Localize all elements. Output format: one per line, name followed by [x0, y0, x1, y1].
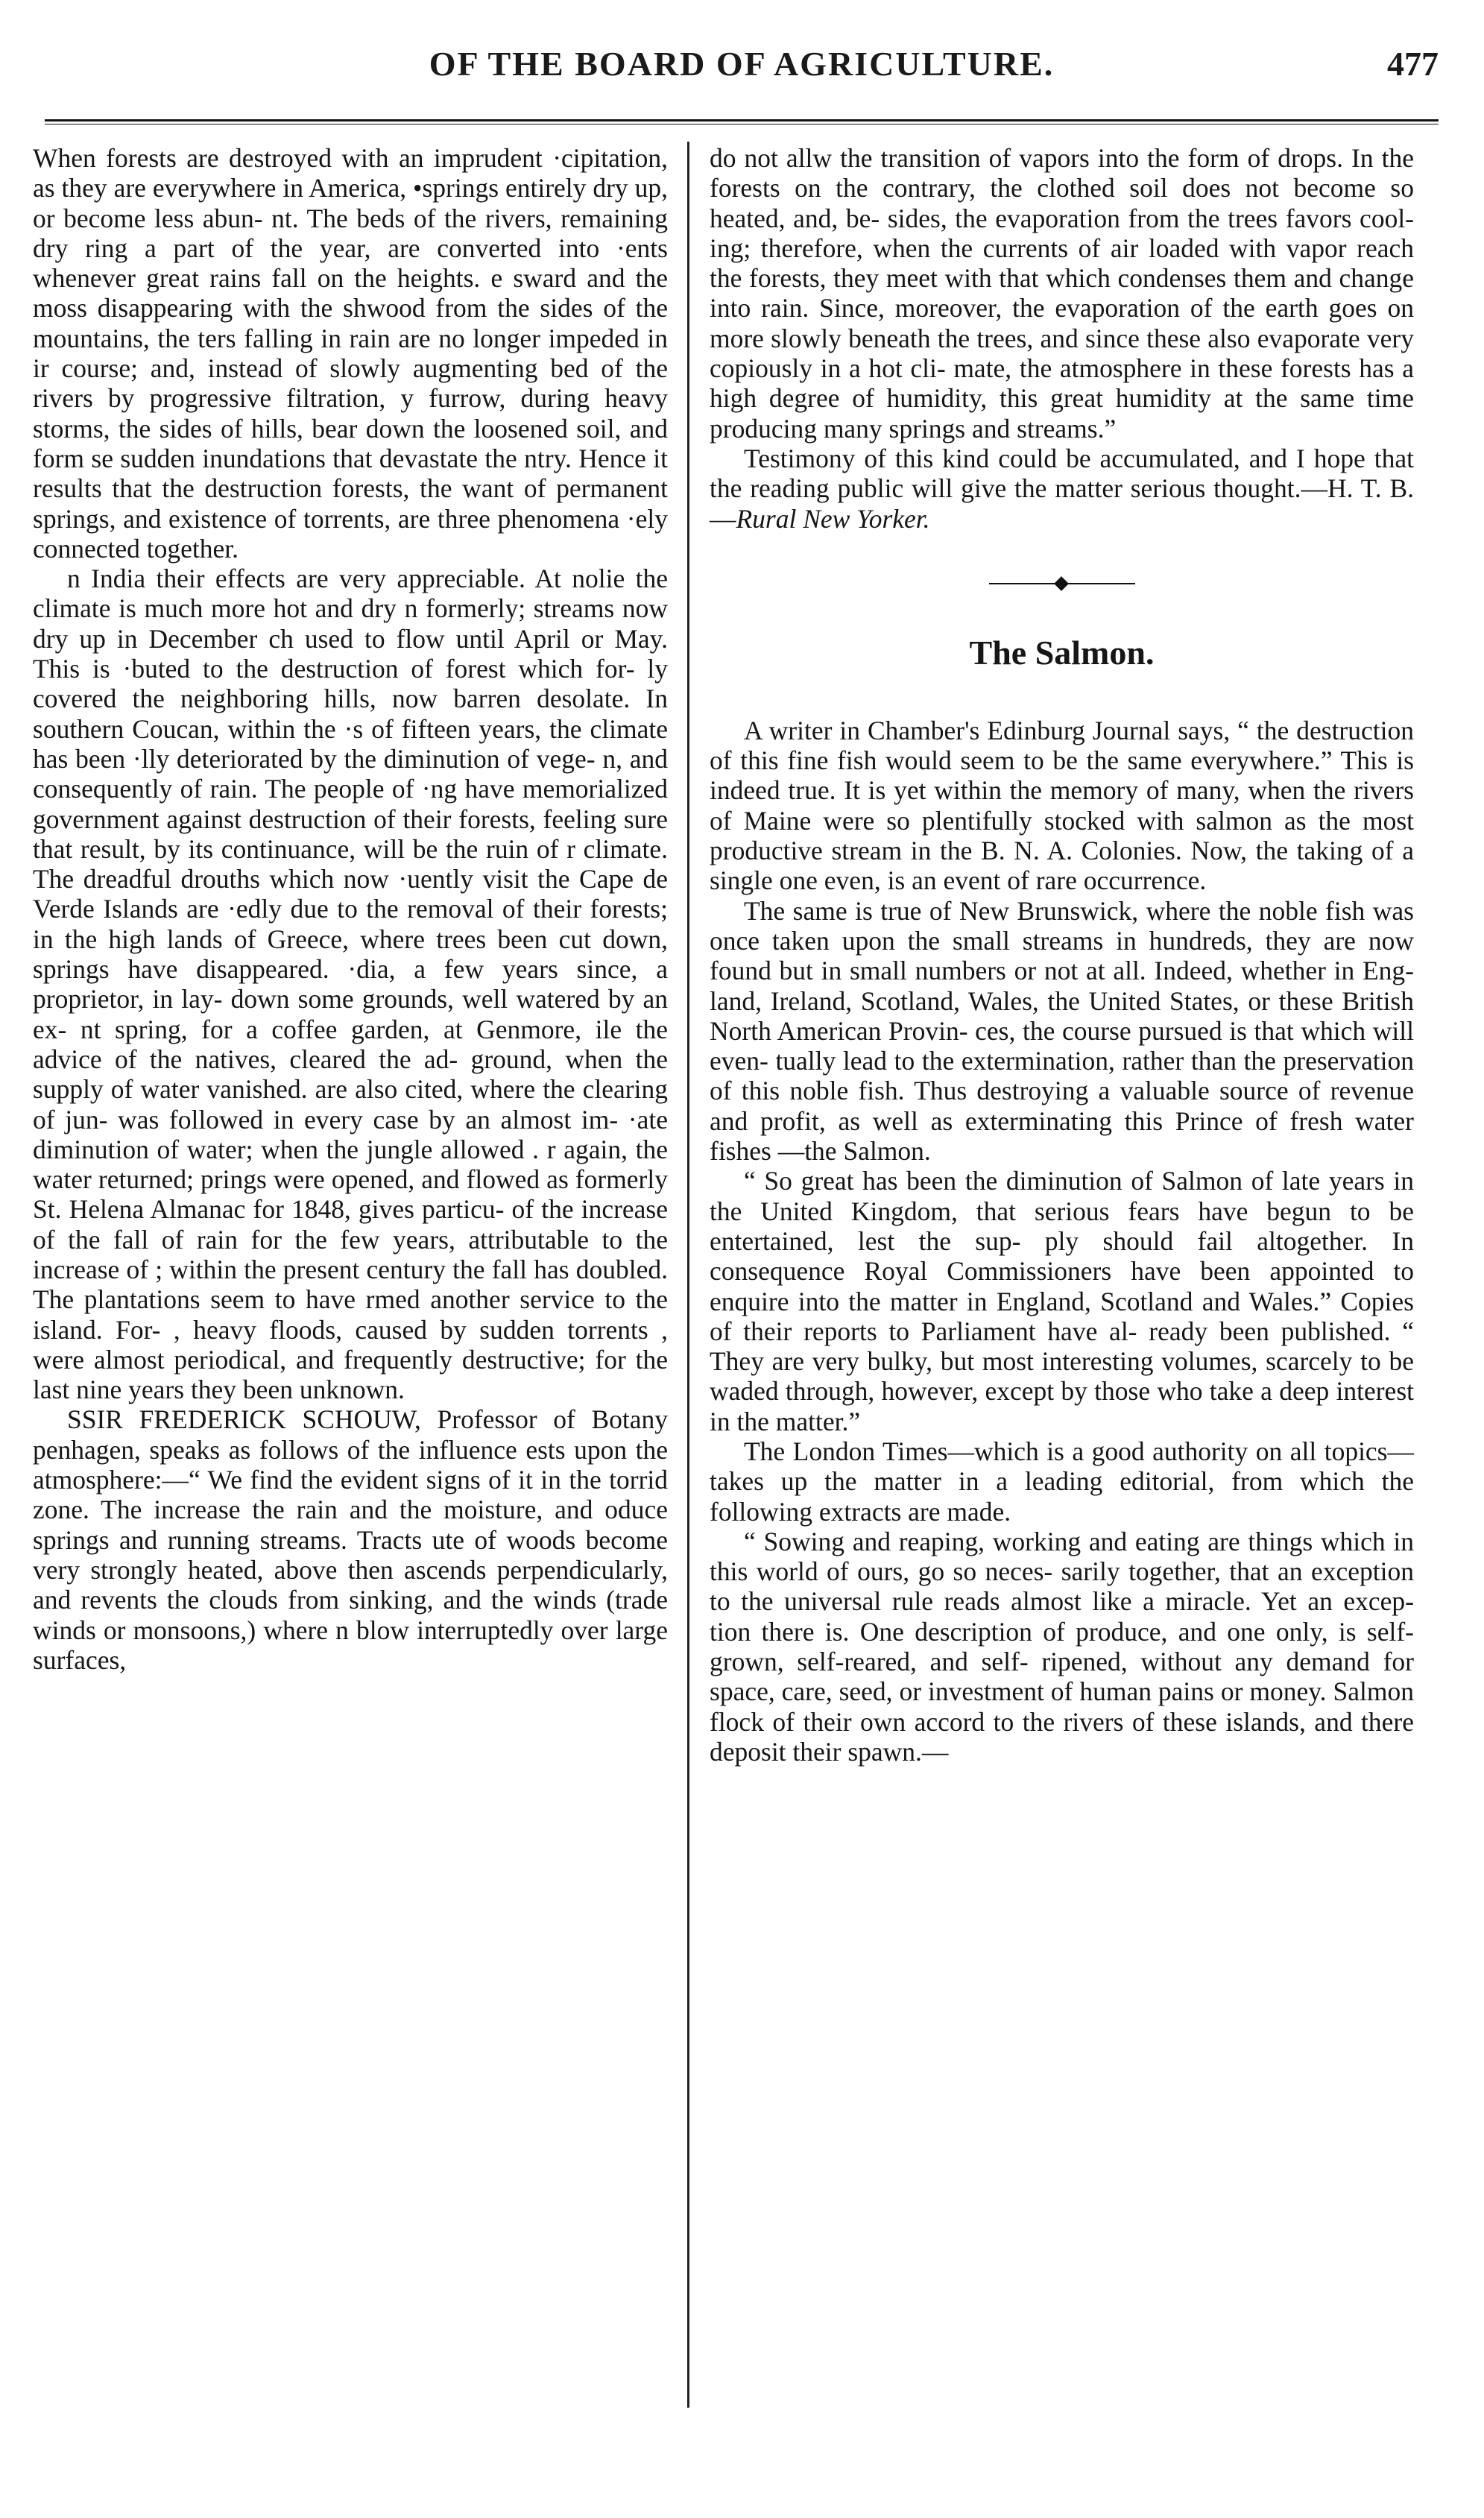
- running-head: [45, 42, 1439, 94]
- page-number: 477: [1387, 45, 1439, 83]
- salmon-paragraph-2: The same is true of New Brunswick, where the noble fish was once taken upon the small streams in hundreds, they are now found but in small numbers or not at all. Indeed, whether in Eng- land, Ireland, Scotland, Wales, the United States, or these British North American Provin- ces, the course pursued is that which will even- tually lead to the extermination, rather than the preservation of this noble fish. Thus destroying a valuable source of revenue and profit, as well as exterminating this Prince of fresh water fishes —the Salmon.: [710, 895, 1414, 1167]
- column-divider: [687, 142, 689, 2408]
- left-column: [33, 143, 668, 1675]
- salmon-paragraph-1: A writer in Chamber's Edinburg Journal says, “ the destruction of this fine fish would seem to be the same everywhere.” This is indeed true. It is yet within the memory of many, when the rivers of Maine were so plentifully stocked with salmon as the most productive stream in the B. N. A. Colonies. Now, the taking of a single one even, is an event of rare occurrence.: [710, 715, 1414, 896]
- ornament-diamond: [1054, 576, 1069, 591]
- article-title: The Salmon.: [969, 633, 1155, 672]
- right-column: [710, 143, 1414, 1767]
- forest-paragraph-continued: do not allw the transition of vapors into the form of drops. In the forests on the contrary, the clothed soil does not become so heated, and, be- sides, the evaporation from the trees favors cool- ing; therefore, when the currents of air loaded with vapor reach the forests, they meet with that which condenses them and change into rain. Since, moreover, the evaporation of the earth goes on more slowly beneath the trees, and since these also evaporate very copiously in a hot cli- mate, the atmosphere in these forests has a high degree of humidity, this great humidity at the same time producing many springs and streams.”: [710, 143, 1414, 444]
- source-credit: Rural New Yorker.: [736, 503, 930, 534]
- testimony-text: Testimony of this kind could be accumulated, and I hope that the reading public will give the matter serious thought.—H. T. B.—: [710, 443, 1414, 534]
- forest-paragraph-3: SSIR FREDERICK SCHOUW, Professor of Botany penhagen, speaks as follows of the influence ests upon the atmosphere:—“ We find the evident signs of it in the torrid zone. The increase the rain and the moisture, and oduce springs and running streams. Tracts ute of woods become very strongly heated, above then ascends perpendicularly, and revents the clouds from sinking, and the winds (trade winds or monsoons,) where n blow interruptedly over large surfaces,: [33, 1404, 668, 1675]
- salmon-paragraph-4: The London Times—which is a good authority on all topics—takes up the matter in a leading editorial, from which the following extracts are made.: [710, 1436, 1414, 1527]
- forest-paragraph-2: n India their effects are very appreciable. At nolie the climate is much more hot and dry n formerly; streams now dry up in December ch used to flow until April or May. This is ·buted to the destruction of forest which for- ly covered the neighboring hills, now barren desolate. In southern Coucan, within the ·s of fifteen years, the climate has been ·lly deteriorated by the diminution of vege- n, and consequently of rain. The people of ·ng have memorialized government against destruction of their forests, feeling sure that result, by its continuance, will be the ruin of r climate. The dreadful drouths which now ·uently visit the Cape de Verde Islands are ·edly due to the removal of their forests; in the high lands of Greece, where trees been cut down, springs have disappeared. ·dia, a few years since, a proprietor, in lay- down some grounds, well watered by an ex- nt spring, for a coffee garden, at Genmore, ile the advice of the natives, cleared the ad- ground, when the supply of water vanished. are also cited, where the clearing of jun- was followed in every case by an almost im- ·ate diminution of water; when the jungle allowed . r again, the water returned; prings were opened, and flowed as formerly St. Helena Almanac for 1848, gives particu- of the increase of the fall of rain for the few years, attributable to the increase of ; within the present century the fall has doubled. The plantations seem to have rmed another service to the island. For- , heavy floods, caused by sudden torrents , were almost periodical, and frequently destructive; for the last nine years they been unknown.: [33, 564, 668, 1405]
- salmon-paragraph-5: “ Sowing and reaping, working and eating are things which in this world of ours, go so neces- sarily together, that an exception to the universal rule reads almost like a miracle. Yet an excep- tion there is. One description of produce, and one only, is self-grown, self-reared, and self- ripened, without any demand for space, care, seed, or investment of human pains or money. Salmon flock of their own accord to the rivers of these islands, and there deposit their spawn.—: [710, 1526, 1414, 1767]
- testimony-paragraph: [710, 444, 1414, 534]
- forest-paragraph-1: When forests are destroyed with an imprudent ·cipitation, as they are everywhere in America, •springs entirely dry up, or become less abun- nt. The beds of the rivers, remaining dry ring a part of the year, are converted into ·ents whenever great rains fall on the heights. e sward and the moss disappearing with the shwood from the sides of the mountains, the ters falling in rain are no longer impeded in ir course; and, instead of slowly augmenting bed of the rivers by progressive filtration, y furrow, during heavy storms, the sides of hills, bear down the loosened soil, and form se sudden inundations that devastate the ntry. Hence it results that the destruction forests, the want of permanent springs, and existence of torrents, are three phenomena ·ely connected together.: [33, 143, 668, 564]
- section-ornament: [989, 577, 1135, 590]
- running-title: OF THE BOARD OF AGRICULTURE.: [429, 45, 1055, 83]
- header-rule: [45, 119, 1439, 124]
- salmon-paragraph-3: “ So great has been the diminution of Salmon of late years in the United Kingdom, that serious fears have begun to be entertained, lest the sup- ply should fail altogether. In consequence Royal Commissioners have been appointed to enquire into the matter in England, Scotland and Wales.” Copies of their reports to Parliament have al- ready been published. “ They are very bulky, but most interesting volumes, scarcely to be waded through, however, except by those who take a deep interest in the matter.”: [710, 1166, 1414, 1436]
